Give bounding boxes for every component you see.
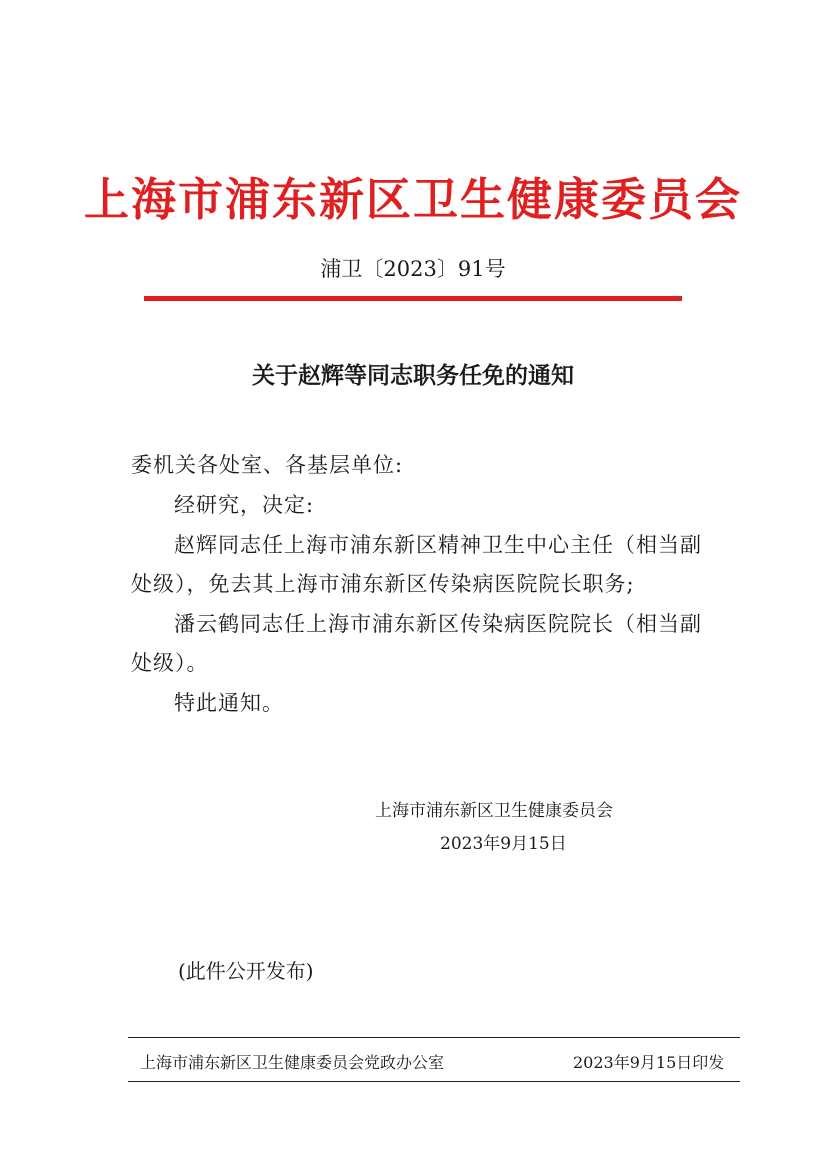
footer-office: 上海市浦东新区卫生健康委员会党政办公室: [140, 1053, 445, 1072]
footer-issue-date: 2023年9月15日印发: [573, 1053, 725, 1072]
signature-date: 2023年9月15日: [440, 834, 567, 854]
organization-title: 上海市浦东新区卫生健康委员会: [83, 173, 742, 226]
document-number: 浦卫〔2023〕91号: [320, 257, 506, 281]
red-header-rule: [144, 296, 682, 301]
paragraph-decision: 经研究，决定:: [174, 493, 315, 517]
public-release-note: (此件公开发布): [178, 959, 314, 983]
footer-bottom-rule: [128, 1081, 740, 1082]
footer-top-rule: [128, 1037, 740, 1038]
paragraph-closing: 特此通知。: [174, 691, 284, 715]
paragraph-appointment-2-line-2: 处级）。: [131, 651, 209, 675]
notice-title: 关于赵辉等同志职务任免的通知: [252, 362, 574, 389]
paragraph-appointment-1-line-2: 处级），免去其上海市浦东新区传染病医院院长职务;: [131, 572, 635, 596]
paragraph-appointment-1-line-1: 赵辉同志任上海市浦东新区精神卫生中心主任（相当副: [174, 533, 702, 557]
addressee: 委机关各处室、各基层单位:: [131, 453, 404, 477]
paragraph-appointment-2-line-1: 潘云鹤同志任上海市浦东新区传染病医院院长（相当副: [174, 612, 702, 636]
signature-organization: 上海市浦东新区卫生健康委员会: [375, 801, 613, 821]
